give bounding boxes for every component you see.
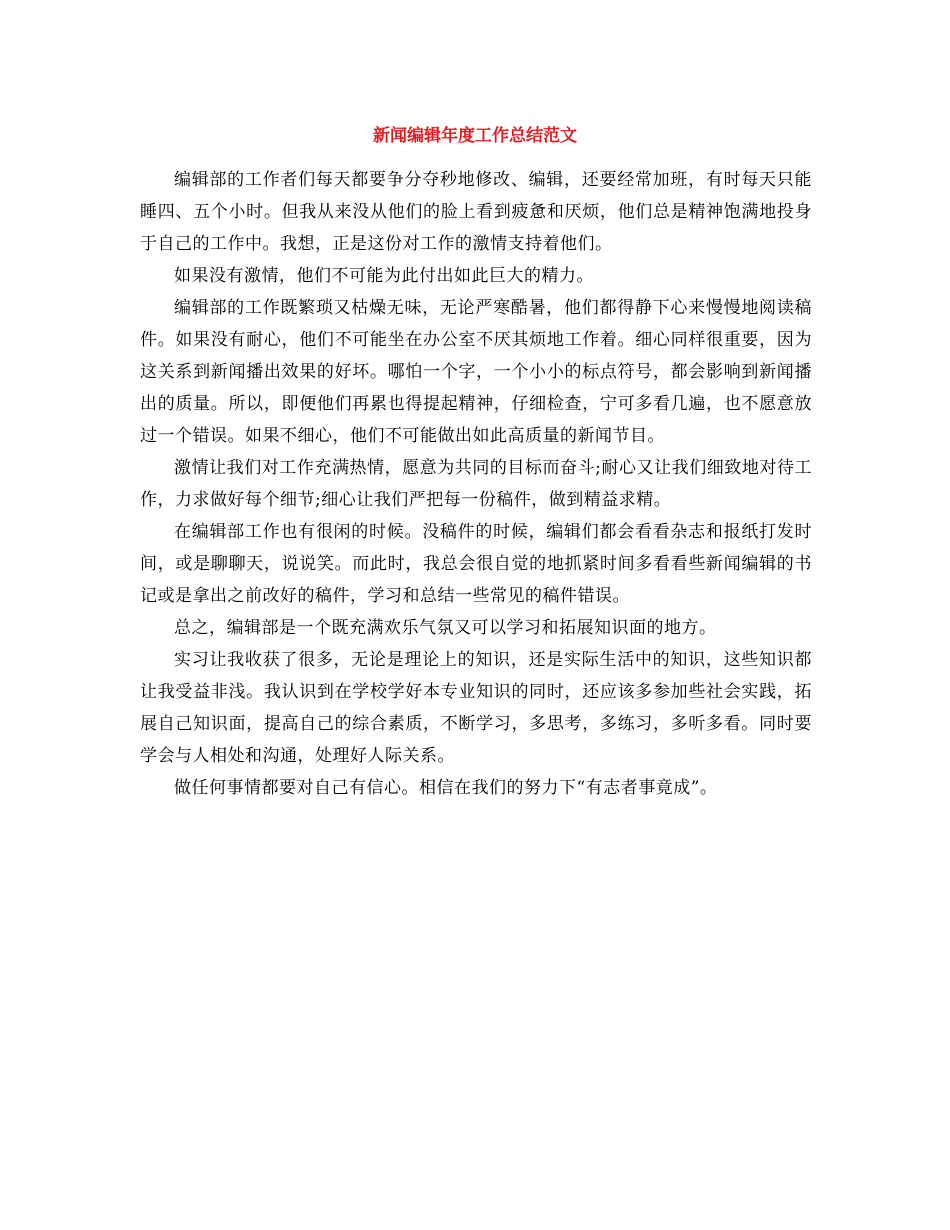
document-body xyxy=(140,164,812,804)
paragraph-8: 做任何事情都要对自己有信心。相信在我们的努力下“有志者事竟成”。 xyxy=(174,778,718,798)
paragraph-2: 如果没有激情，他们不可能为此付出如此巨大的精力。 xyxy=(174,266,594,286)
paragraph-7: 实习让我收获了很多，无论是理论上的知识，还是实际生活中的知识，这些知识都让我受益非浅。我认识到在学校学好本专业知识的同时，还应该多参加些社会实践，拓展自己知识面，提高自己的综合素质，不断学习，多思考，多练习，多听多看。同时要学会与人相处和沟通，处理好人际关系。 xyxy=(140,650,812,766)
paragraph-3: 编辑部的工作既繁琐又枯燥无味，无论严寒酷暑，他们都得静下心来慢慢地阅读稿件。如果没有耐心，他们不可能坐在办公室不厌其烦地工作着。细心同样很重要，因为这关系到新闻播出效果的好坏。哪怕一个字，一个小小的标点符号，都会影响到新闻播出的质量。所以，即便他们再累也得提起精神，仔细检查，宁可多看几遍，也不愿意放过一个错误。如果不细心，他们不可能做出如此高质量的新闻节目。 xyxy=(140,298,812,446)
document-title: 新闻编辑年度工作总结范文 xyxy=(373,126,577,146)
paragraph-6: 总之，编辑部是一个既充满欢乐气氛又可以学习和拓展知识面的地方。 xyxy=(174,618,717,638)
paragraph-4: 激情让我们对工作充满热情，愿意为共同的目标而奋斗;耐心又让我们细致地对待工作，力求做好每个细节;细心让我们严把每一份稿件，做到精益求精。 xyxy=(140,458,812,510)
paragraph-5: 在编辑部工作也有很闲的时候。没稿件的时候，编辑们都会看看杂志和报纸打发时间，或是聊聊天，说说笑。而此时，我总会很自觉的地抓紧时间多看看些新闻编辑的书记或是拿出之前改好的稿件，学习和总结一些常见的稿件错误。 xyxy=(140,522,812,606)
paragraph-1: 编辑部的工作者们每天都要争分夺秒地修改、编辑，还要经常加班，有时每天只能睡四、五个小时。但我从来没从他们的脸上看到疲惫和厌烦，他们总是精神饱满地投身于自己的工作中。我想，正是这份对工作的激情支持着他们。 xyxy=(140,170,812,254)
